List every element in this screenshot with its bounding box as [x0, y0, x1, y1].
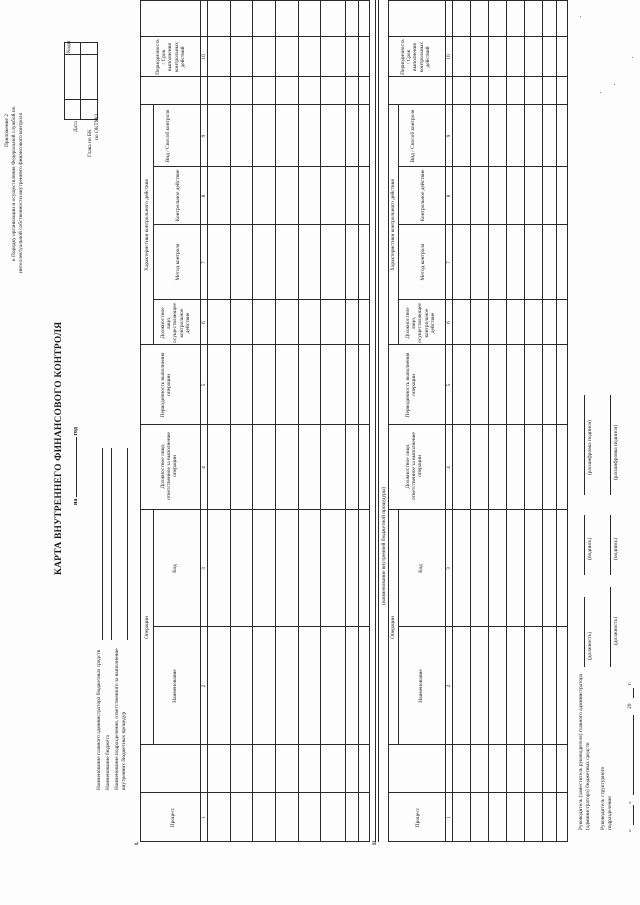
sig-decode-caption-1: (расшифровка подписи) — [587, 419, 593, 475]
t2-method: Метод контроля — [420, 243, 426, 281]
t1-num-9: 9 — [201, 134, 207, 138]
t2-num-5: 5 — [446, 383, 452, 387]
sig-decode-caption-2: (расшифровка подписи) — [613, 424, 619, 480]
t2-responsible: Должностное лицо, ответственное за выполнение операции — [405, 432, 424, 500]
t2-op-code: Код — [418, 564, 424, 573]
t1-periodicity-op: Периодичность выполнения операции — [160, 352, 173, 418]
t1-kind: Вид / Способ контроля — [165, 109, 171, 163]
t2-kind: Вид / Способ контроля — [410, 109, 416, 163]
t2-periodicity-op: Периодичность выполнения операции — [405, 352, 418, 418]
dept-name-label: Наименование подразделения, ответственного за выполнение — [114, 648, 120, 790]
t2-process: Процесс — [415, 807, 421, 828]
scan-speck — [632, 57, 633, 58]
t2-num-7: 7 — [446, 261, 452, 264]
t1-action: Контрольное действие — [175, 169, 181, 222]
scan-speck — [614, 84, 615, 85]
t1-responsible: Должностное лицо, ответственное за выполнение операции — [160, 432, 179, 500]
t1-characteristics: Характеристики контрольного действия — [144, 179, 150, 271]
chapter-label: Глава по БК — [87, 129, 93, 157]
t1-periodicity-ctrl: Периодичность / Срок выполнения контрольных действий — [155, 39, 186, 75]
t1-num-6: 6 — [201, 321, 207, 324]
procedures-label: внутренних бюджетных процедур — [121, 711, 127, 790]
t1-operations: Операции — [144, 616, 150, 639]
t1-op-code: Код — [172, 564, 178, 573]
t1-num-4: 4 — [201, 466, 207, 469]
document-title: КАРТА ВНУТРЕННЕГО ФИНАНСОВОГО КОНТРОЛЯ — [54, 321, 64, 575]
t2-num-3: 3 — [446, 567, 452, 570]
t2-num-10: 10 — [446, 54, 452, 60]
t1-num-1: 1 — [201, 816, 207, 819]
oktmo-label: по ОКТМО — [94, 113, 100, 140]
sig-position-caption-2: (должность) — [613, 616, 619, 645]
t2-controller: Должностное лицо, осуществляющее контрольное действие — [405, 303, 436, 343]
t2-periodicity-ctrl: Периодичность / Срок выполнения контрольных действий — [400, 39, 431, 75]
t2-operations: Операции — [390, 616, 396, 639]
section-1-label: I. — [134, 841, 140, 845]
scan-speck — [580, 16, 581, 17]
sig-position-caption-1: (должность) — [587, 631, 593, 660]
sig-year-prefix: 20 — [627, 703, 633, 709]
t1-num-10: 10 — [201, 54, 207, 60]
t2-characteristics: Характеристики контрольного действия — [390, 179, 396, 271]
date-suffix: год — [73, 427, 79, 436]
t1-method: Метод контроля — [175, 243, 181, 281]
date-label: Дата — [73, 121, 79, 132]
section-2-caption: (наименование внутренней бюджетной процедуры) — [381, 486, 387, 605]
t2-op-name: Наименование — [418, 669, 424, 703]
date-prefix: на — [73, 498, 79, 505]
date-line — [73, 427, 80, 505]
t2-num-2: 2 — [446, 684, 452, 688]
t2-num-6: 6 — [446, 321, 452, 324]
t1-num-5: 5 — [201, 383, 207, 387]
appendix-line-1: Приложение 2 — [4, 114, 10, 147]
t2-num-9: 9 — [446, 134, 452, 138]
sig-year-suffix: г. — [627, 682, 633, 685]
t1-process: Процесс — [170, 807, 176, 828]
t2-num-1: 1 — [446, 816, 452, 819]
sig-sign-caption-1: (подпись) — [587, 537, 593, 560]
codes-header: Коды — [66, 40, 72, 53]
t1-num-2: 2 — [201, 684, 207, 688]
t2-action: Контрольное действие — [420, 169, 426, 222]
sig-unit-head-line-1: Руководитель структурного — [600, 766, 606, 830]
admin-name-label: Наименование главного администратора бюджетных средств — [96, 649, 102, 790]
sig-date-open-quote: « — [627, 829, 633, 832]
sig-head-line-2: (администратора) бюджетных средств — [585, 742, 591, 830]
sig-unit-head-line-2: подразделения — [607, 796, 613, 830]
scan-speck — [600, 92, 601, 93]
sig-sign-caption-2: (подпись) — [613, 537, 619, 560]
sig-date-close-quote: » — [627, 801, 633, 804]
t1-num-3: 3 — [201, 567, 207, 570]
appendix-line-3: интеллектуальной собственности внутреннего финансового контроля — [18, 113, 24, 273]
t2-num-8: 8 — [446, 194, 452, 198]
t1-num-8: 8 — [201, 194, 207, 198]
section-2-label: II. — [372, 839, 378, 845]
appendix-line-2: к Порядку организации и осуществления Федеральной службой по — [11, 106, 17, 261]
t1-num-7: 7 — [201, 261, 207, 264]
t1-op-name: Наименование — [172, 669, 178, 703]
sig-head-line-1: Руководитель (заместитель руководителя) главного администратора — [578, 673, 584, 830]
budget-name-label: Наименование бюджета — [105, 734, 111, 790]
t2-num-4: 4 — [446, 466, 452, 469]
t1-controller: Должностное лицо, осуществляющее контрольное действие — [160, 303, 191, 343]
